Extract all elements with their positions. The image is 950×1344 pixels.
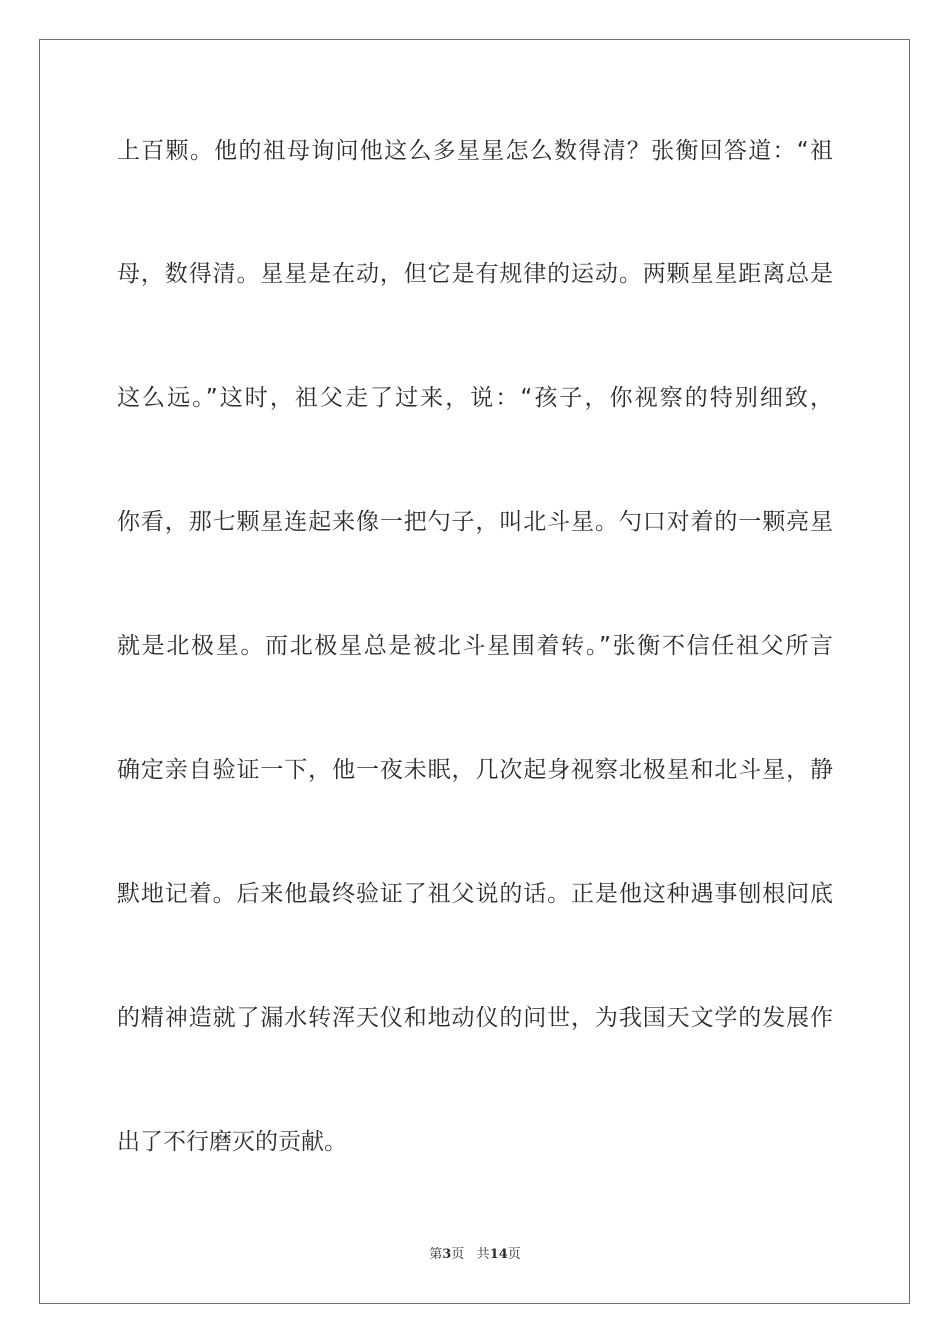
page-footer — [0, 1246, 950, 1264]
body-text-line-3: 这么远。”这时，祖父走了过来，说：“孩子，你视察的特别细致， — [117, 385, 833, 411]
footer-page-number: 3 — [442, 1247, 452, 1262]
footer-total-prefix: 共 — [476, 1247, 490, 1262]
footer-total-pages: 14 — [489, 1247, 508, 1262]
footer-total-suffix: 页 — [507, 1247, 521, 1262]
footer-page-prefix: 第 — [429, 1247, 443, 1262]
body-text-line-1: 上百颗。他的祖母询问他这么多星星怎么数得清？张衡回答道：“祖 — [117, 138, 833, 164]
footer-page-suffix: 页 — [451, 1247, 465, 1262]
body-text-line-9: 出了不行磨灭的贡献。 — [117, 1129, 347, 1155]
body-text-line-4: 你看，那七颗星连起来像一把勺子，叫北斗星。勺口对着的一颗亮星 — [117, 509, 833, 535]
body-text-line-5: 就是北极星。而北极星总是被北斗星围着转。”张衡不信任祖父所言 — [117, 633, 833, 659]
page-frame — [39, 39, 910, 1304]
body-text-line-6: 确定亲自验证一下，他一夜未眠，几次起身视察北极星和北斗星，静 — [117, 757, 833, 783]
body-text-line-7: 默地记着。后来他最终验证了祖父说的话。正是他这种遇事刨根问底 — [117, 881, 833, 907]
body-text-line-8: 的精神造就了漏水转浑天仪和地动仪的问世，为我国天文学的发展作 — [117, 1005, 833, 1031]
body-text-line-2: 母，数得清。星星是在动，但它是有规律的运动。两颗星星距离总是 — [117, 261, 833, 287]
